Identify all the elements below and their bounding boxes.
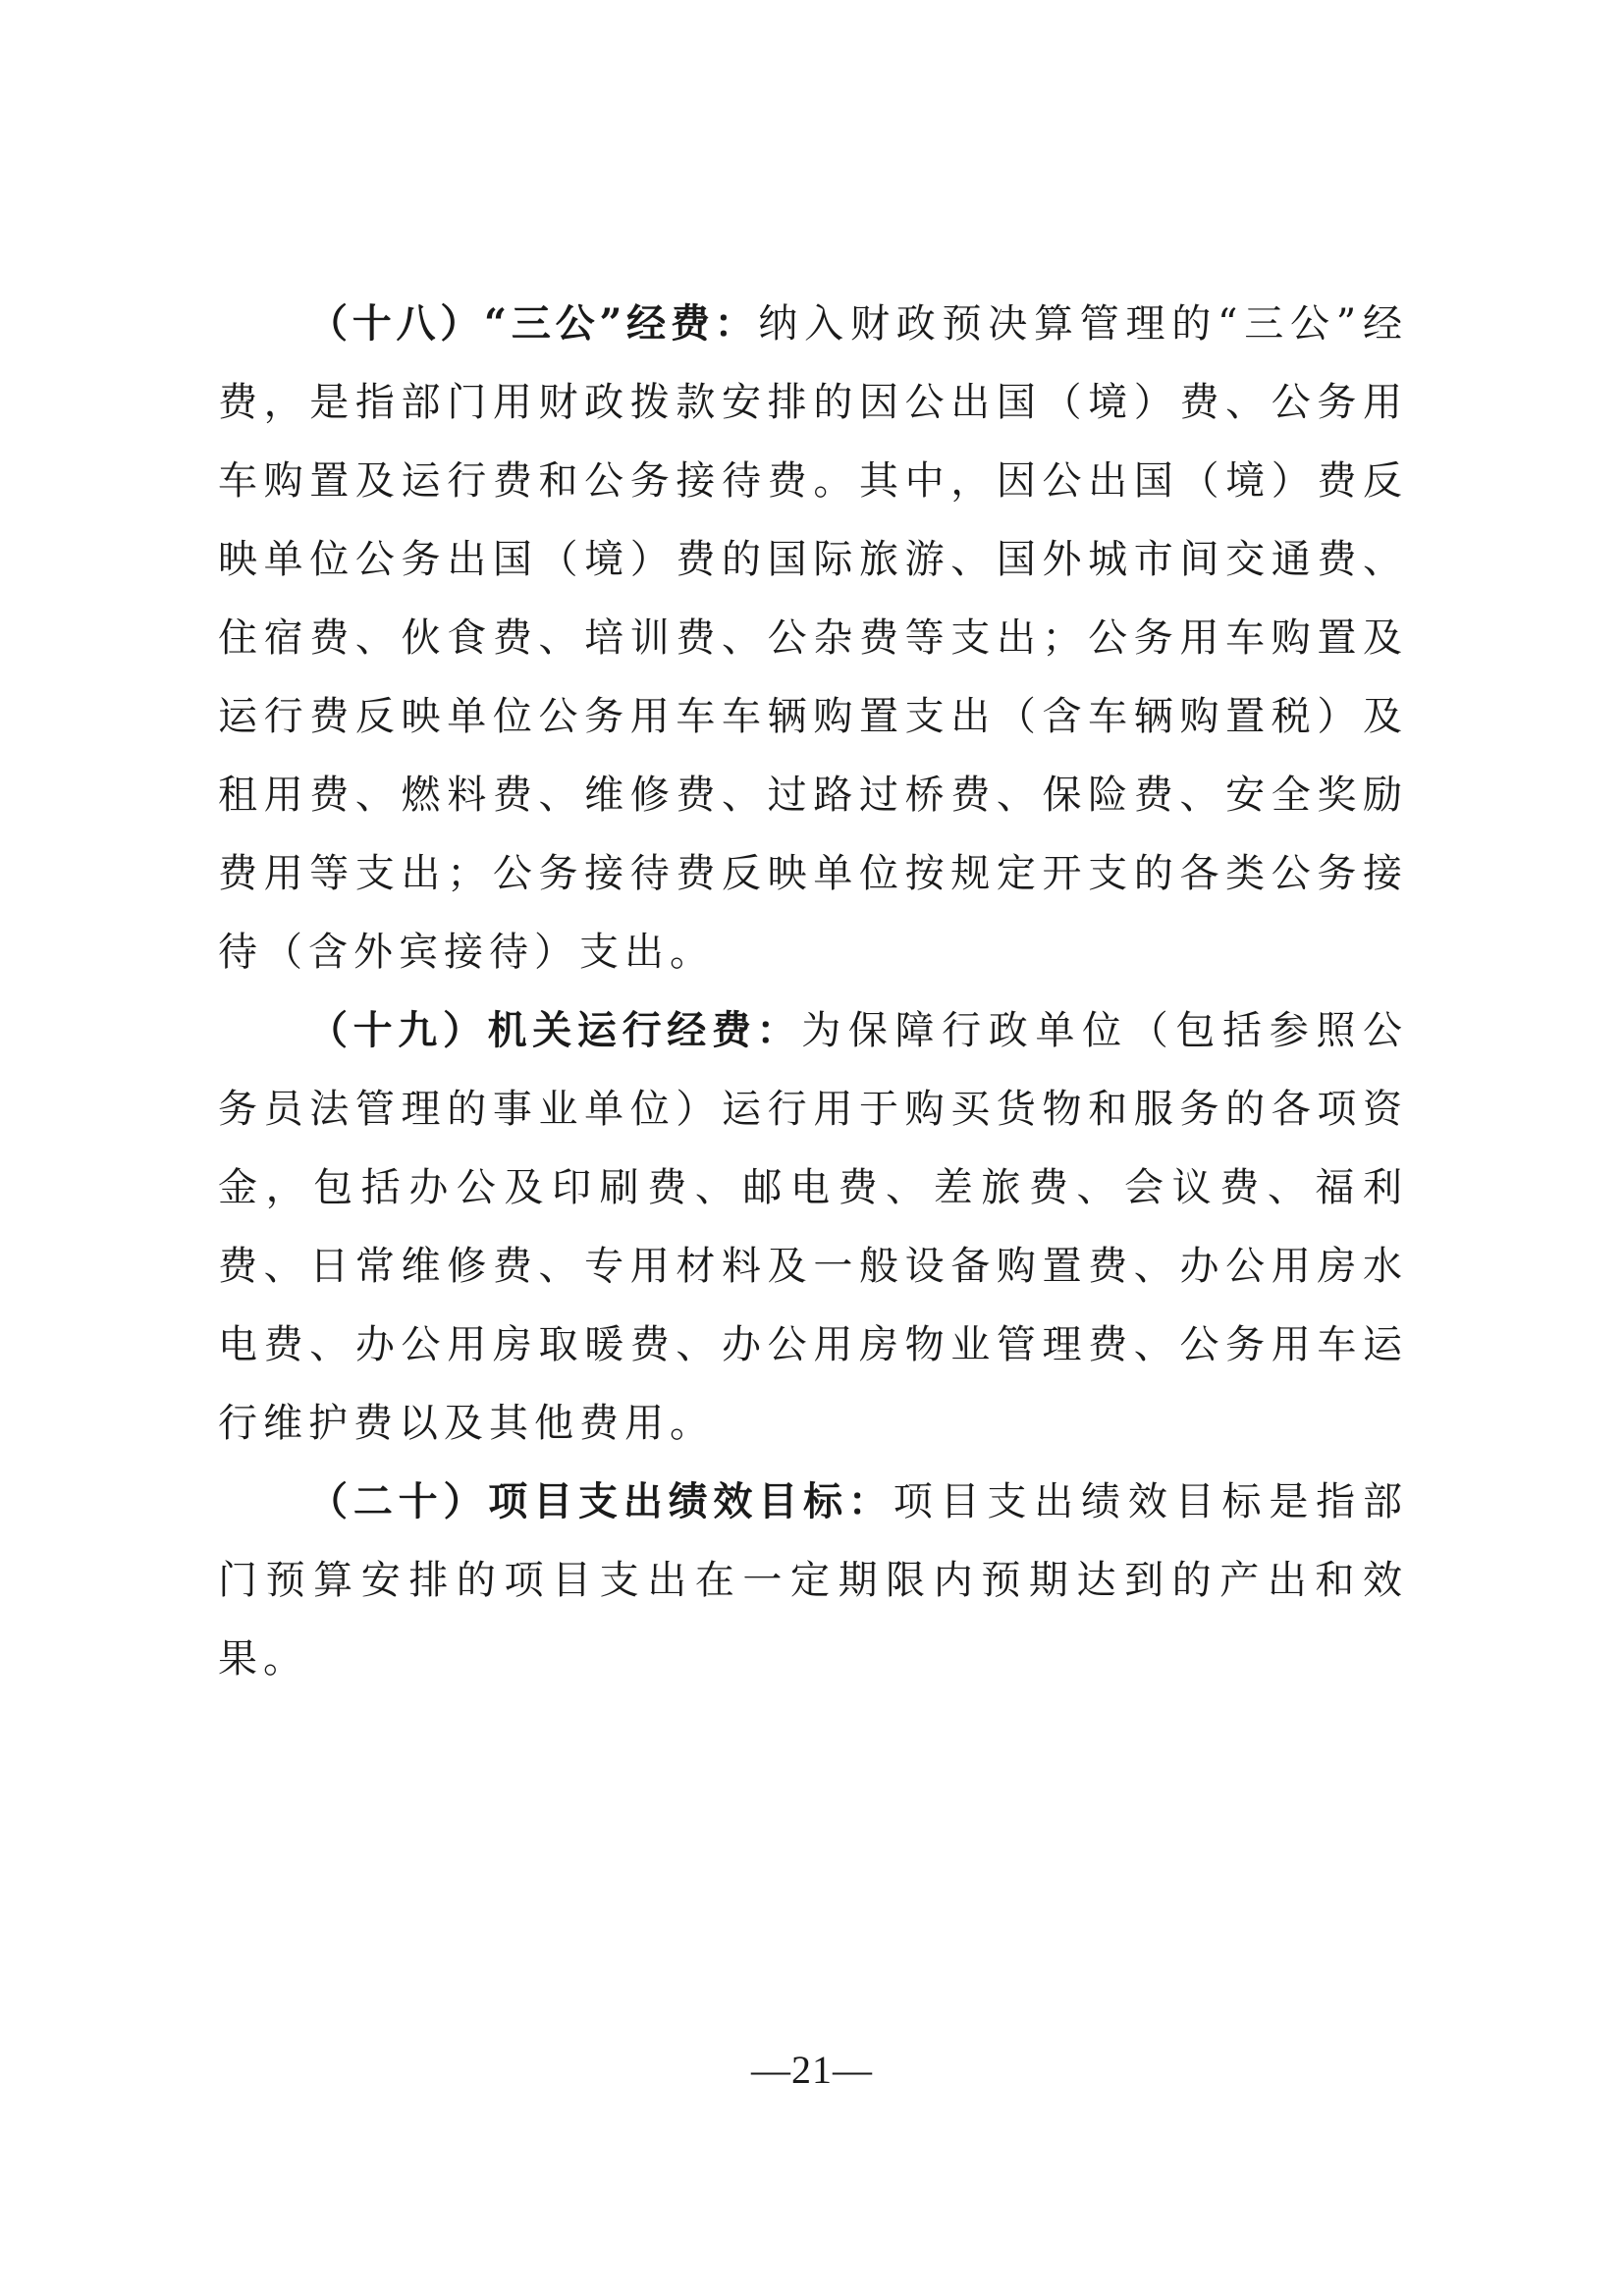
document-body xyxy=(218,285,1408,1698)
paragraph-heading: （十八）“三公”经费： xyxy=(308,300,759,347)
paragraph-agency-operating-funds xyxy=(218,991,1408,1463)
paragraph-text: 纳入财政预决算管理的“三公”经费，是指部门用财政拨款安排的因公出国（境）费、公务用车购置及运行费和公务接待费。其中，因公出国（境）费反映单位公务出国（境）费的国际旅游、国外城市间交通费、住宿费、伙食费、培训费、公杂费等支出；公务用车购置及运行费反映单位公务用车车辆购置支出（含车辆购置税）及租用费、燃料费、维修费、过路过桥费、保险费、安全奖励费用等支出；公务接待费反映单位按规定开支的各类公务接待（含外宾接待）支出。 xyxy=(218,301,1409,975)
paragraph-heading: （十九）机关运行经费： xyxy=(308,1007,802,1053)
paragraph-text: 为保障行政单位（包括参照公务员法管理的事业单位）运行用于购买货物和服务的各项资金，包括办公及印刷费、邮电费、差旅费、会议费、福利费、日常维修费、专用材料及一般设备购置费、办公用房水电费、办公用房取暖费、办公用房物业管理费、公务用车运行维护费以及其他费用。 xyxy=(218,1008,1409,1446)
paragraph-heading: （二十）项目支出绩效目标： xyxy=(308,1478,893,1524)
page-number: —21— xyxy=(751,2048,873,2092)
paragraph-san-gong-funds xyxy=(218,285,1408,991)
paragraph-performance-targets xyxy=(218,1463,1408,1698)
paragraph-text: 项目支出绩效目标是指部门预算安排的项目支出在一定期限内预期达到的产出和效果。 xyxy=(218,1479,1409,1682)
